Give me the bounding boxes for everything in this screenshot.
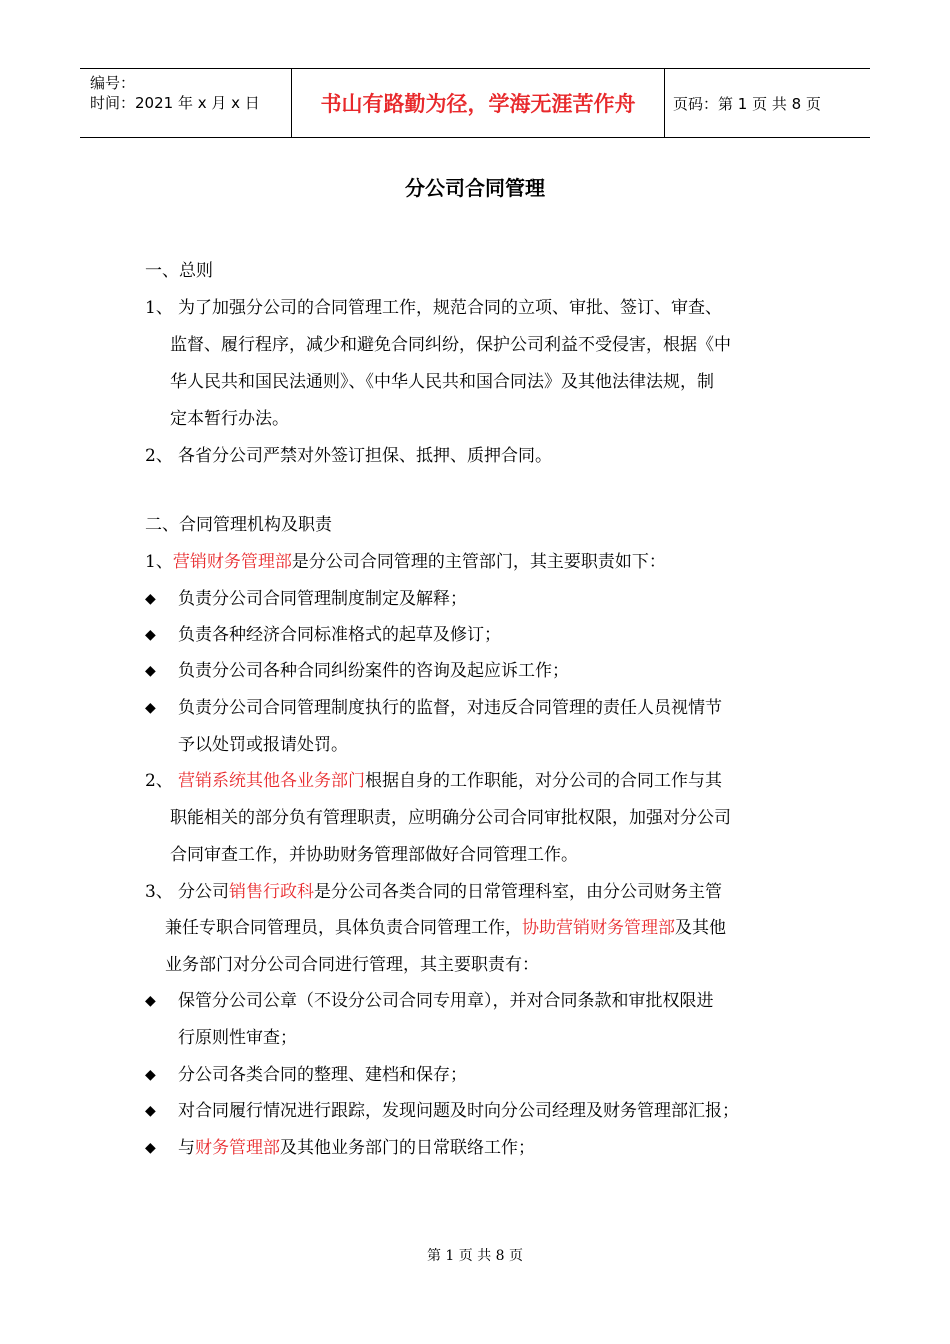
time-label: 时间：2021 年 x 月 x 日 (90, 94, 260, 112)
paragraph-line: 定本暂行办法。 (170, 409, 289, 429)
paragraph-line: 为了加强分公司的合同管理工作，规范合同的立项、审批、签订、审查、 (178, 298, 722, 318)
bullet-diamond-icon: ◆ (145, 1103, 156, 1119)
body-text: 及其他 (675, 918, 726, 938)
bullet-text: 负责分公司合同管理制度制定及解释； (178, 589, 467, 609)
bullet-text: 负责各种经济合同标准格式的起草及修订； (178, 625, 501, 645)
paragraph-line (178, 770, 722, 792)
bullet-text: 行原则性审查； (178, 1028, 297, 1048)
bullet-diamond-icon: ◆ (145, 1067, 156, 1083)
body-text: 是分公司各类合同的日常管理科室，由分公司财务主管 (314, 882, 722, 902)
paragraph-line: 各省分公司严禁对外签订担保、抵押、质押合同。 (178, 446, 552, 466)
bullet-diamond-icon: ◆ (145, 1140, 156, 1156)
bullet-text: 分公司各类合同的整理、建档和保存； (178, 1065, 467, 1085)
item-number: 1、 (145, 552, 173, 572)
paragraph-line (178, 881, 722, 903)
highlight-text: 营销财务管理部 (172, 552, 292, 572)
section-heading-organization: 二、合同管理机构及职责 (145, 515, 332, 535)
page-header-table (80, 68, 870, 138)
header-meta-cell (80, 69, 292, 137)
bullet-diamond-icon: ◆ (145, 663, 156, 679)
section-heading-general: 一、总则 (145, 261, 213, 281)
paragraph-line: 业务部门对分公司合同进行管理，其主要职责有： (165, 955, 539, 975)
paragraph-line: 华人民共和国民法通则》、《中华人民共和国合同法》及其他法律法规，制 (170, 372, 714, 392)
bullet-text: 负责分公司合同管理制度执行的监督，对违反合同管理的责任人员视情节 (178, 698, 722, 718)
bullet-text: 保管分公司公章（不设分公司合同专用章），并对合同条款和审批权限进 (178, 991, 714, 1011)
body-text: 及其他业务部门的日常联络工作； (280, 1138, 535, 1158)
document-title: 分公司合同管理 (405, 176, 545, 200)
body-text: 是分公司合同管理的主管部门，其主要职责如下： (291, 552, 666, 572)
item-number: 2、 (145, 771, 173, 791)
paragraph-line (145, 551, 666, 573)
bullet-text: 对合同履行情况进行跟踪，发现问题及时向分公司经理及财务管理部汇报； (178, 1101, 739, 1121)
body-text: 兼任专职合同管理员，具体负责合同管理工作， (165, 918, 522, 938)
highlight-text: 协助营销财务管理部 (522, 918, 675, 938)
bullet-text: 予以处罚或报请处罚。 (178, 735, 348, 755)
bullet-text (178, 1137, 535, 1159)
bullet-diamond-icon: ◆ (145, 993, 156, 1009)
bullet-diamond-icon: ◆ (145, 591, 156, 607)
body-text: 根据自身的工作职能，对分公司的合同工作与其 (365, 771, 722, 791)
paragraph-line: 合同审查工作，并协助财务管理部做好合同管理工作。 (170, 845, 578, 865)
item-number: 3、 (145, 882, 173, 902)
paragraph-line: 职能相关的部分负有管理职责，应明确分公司合同审批权限，加强对分公司 (170, 808, 731, 828)
paragraph-line: 监督、履行程序，减少和避免合同纠纷，保护公司利益不受侵害，根据《中 (170, 335, 731, 355)
bullet-text: 负责分公司各种合同纠纷案件的咨询及起应诉工作； (178, 661, 569, 681)
bullet-diamond-icon: ◆ (145, 700, 156, 716)
body-text: 分公司 (178, 882, 229, 902)
header-page-info: 页码：第 1 页 共 8 页 (673, 94, 821, 113)
item-number: 2、 (145, 446, 173, 466)
bullet-diamond-icon: ◆ (145, 627, 156, 643)
page-footer: 第 1 页 共 8 页 (426, 1248, 524, 1264)
number-label: 编号： (90, 74, 136, 92)
highlight-text: 销售行政科 (229, 882, 314, 902)
highlight-text: 营销系统其他各业务部门 (178, 771, 365, 791)
highlight-text: 财务管理部 (195, 1138, 280, 1158)
paragraph-line (165, 917, 726, 939)
header-motto: 书山有路勤为径，学海无涯苦作舟 (292, 69, 665, 137)
body-text: 与 (178, 1138, 195, 1158)
item-number: 1、 (145, 298, 173, 318)
